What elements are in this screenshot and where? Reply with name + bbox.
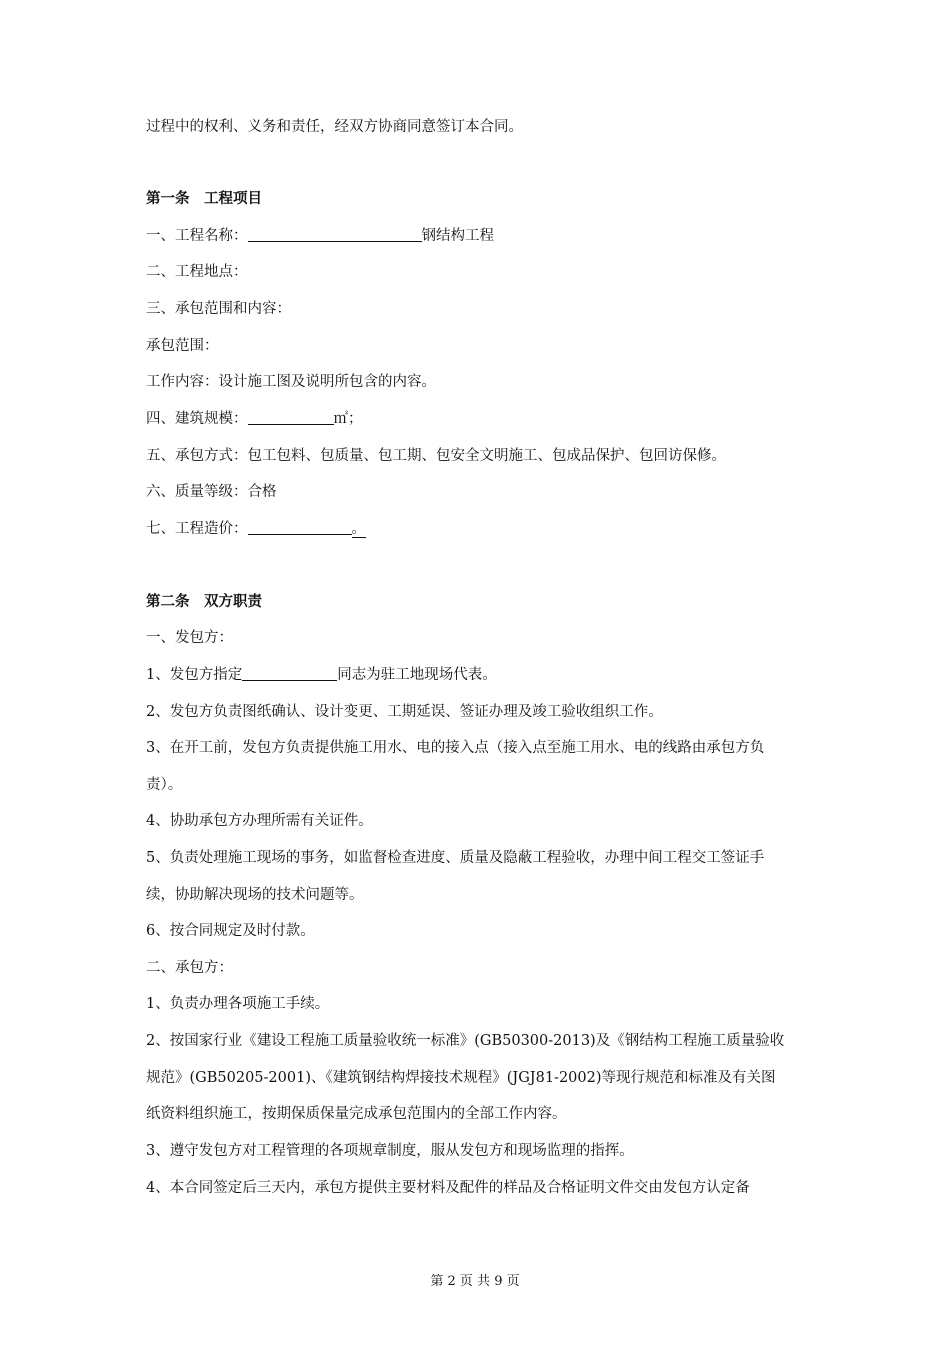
party-a-item-4: 4、协助承包方办理所需有关证件。: [146, 813, 373, 829]
party-a-item-1: [146, 665, 497, 685]
scope-label-line: 三、承包范围和内容：: [146, 301, 291, 317]
contract-mode-line: 五、承包方式：包工包料、包质量、包工期、包安全文明施工、包成品保护、包回访保修。: [146, 448, 726, 464]
party-a-item-2: 2、发包方负责图纸确认、设计变更、工期延误、签证办理及竣工验收组织工作。: [146, 704, 663, 720]
party-a-item-6: 6、按合同规定及时付款。: [146, 923, 315, 939]
scope-line: 承包范围：: [146, 338, 219, 354]
project-location-line: 二、工程地点：: [146, 264, 248, 280]
building-scale-unit: ㎡；: [333, 411, 363, 427]
party-b-item-2-line-1: 2、按国家行业《建设工程施工质量验收统一标准》(GB50300-2013)及《钢结构工程施工质量验收: [146, 1033, 785, 1049]
party-b-heading: 二、承包方：: [146, 960, 233, 976]
party-a-heading: 一、发包方：: [146, 630, 233, 646]
representative-blank: [242, 665, 337, 681]
party-b-item-3: 3、遵守发包方对工程管理的各项规章制度，服从发包方和现场监理的指挥。: [146, 1143, 634, 1159]
project-name-label: 一、工程名称：: [146, 228, 248, 244]
party-a-item-5-line-2: 续，协助解决现场的技术问题等。: [146, 887, 364, 903]
party-a-item-3-line-1: 3、在开工前，发包方负责提供施工用水、电的接入点（接入点至施工用水、电的线路由承包方负: [146, 740, 765, 756]
party-a-item-3-line-2: 责）。: [146, 777, 183, 793]
project-name-suffix: 钢结构工程: [421, 228, 494, 244]
party-a-item-1-suffix: 同志为驻工地现场代表。: [337, 667, 497, 683]
project-name-line: [146, 226, 494, 246]
building-scale-label: 四、建筑规模：: [146, 411, 248, 427]
intro-paragraph: 过程中的权利、义务和责任，经双方协商同意签订本合同。: [146, 119, 523, 135]
page-number-footer: 第 2 页 共 9 页: [430, 1274, 520, 1289]
article-2-heading: 第二条 双方职责: [146, 594, 262, 610]
building-scale-line: [146, 409, 363, 429]
project-cost-blank: [248, 519, 352, 535]
party-b-item-4: 4、本合同签定后三天内，承包方提供主要材料及配件的样品及合格证明文件交由发包方认定备: [146, 1180, 750, 1196]
quality-level-line: 六、质量等级：合格: [146, 484, 277, 500]
party-b-item-2-line-3: 纸资料组织施工，按期保质保量完成承包范围内的全部工作内容。: [146, 1106, 567, 1122]
project-cost-label: 七、工程造价：: [146, 521, 248, 537]
project-cost-line: [146, 519, 366, 539]
party-b-item-2-line-2: 规范》(GB50205-2001)、《建筑钢结构焊接技术规程》(JGJ81-2002)等现行规范和标准及有关图: [146, 1070, 776, 1086]
project-name-blank: [248, 226, 422, 242]
project-cost-suffix: 。: [351, 521, 366, 537]
party-a-item-1-prefix: 1、发包方指定: [146, 667, 243, 683]
party-b-item-1: 1、负责办理各项施工手续。: [146, 996, 330, 1012]
content-line: 工作内容：设计施工图及说明所包含的内容。: [146, 374, 436, 390]
party-a-item-5-line-1: 5、负责处理施工现场的事务，如监督检查进度、质量及隐蔽工程验收，办理中间工程交工签证手: [146, 850, 765, 866]
building-scale-blank: [248, 409, 334, 425]
article-1-heading: 第一条 工程项目: [146, 191, 262, 207]
